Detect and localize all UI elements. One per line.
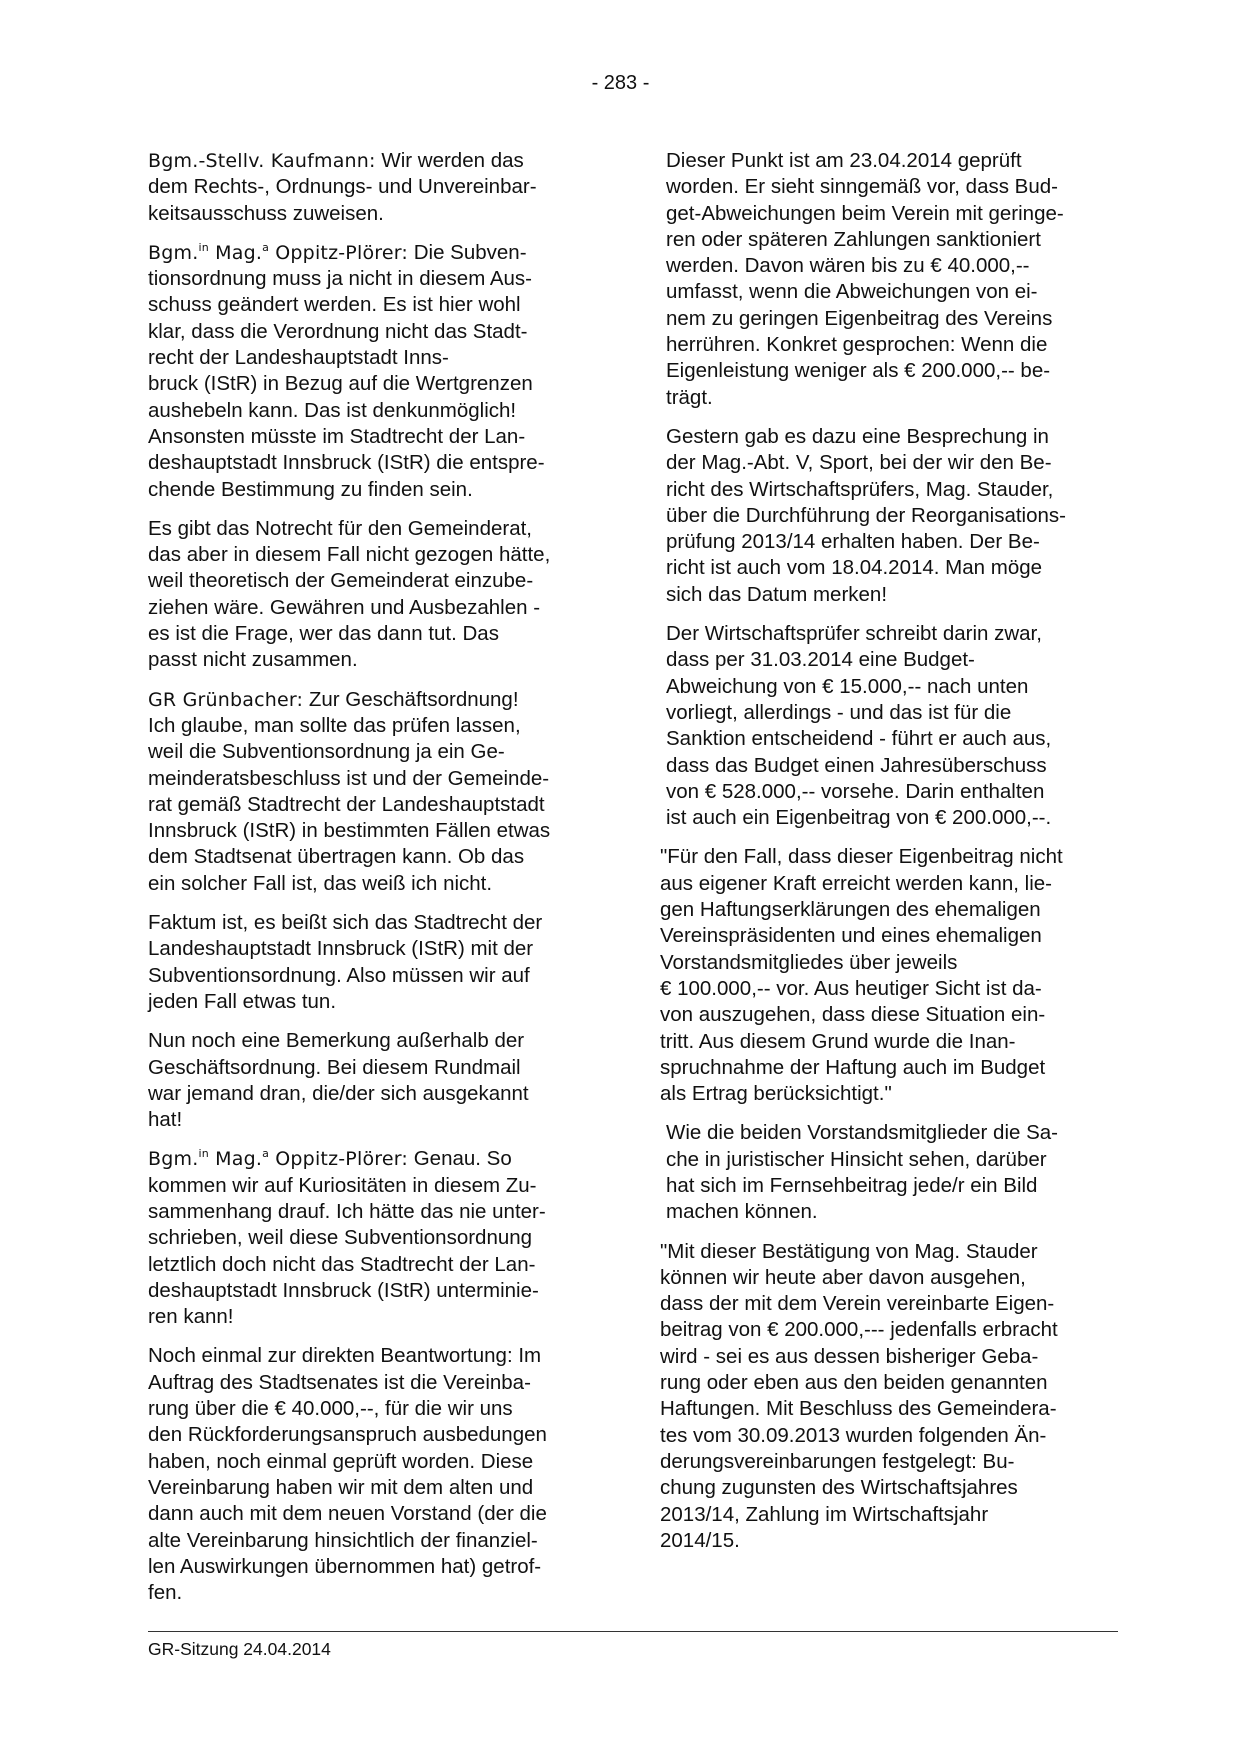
speaker-title: Bgm. — [148, 1148, 199, 1171]
speaker-name: GR Grünbacher: — [148, 688, 304, 711]
superscript-in: in — [198, 240, 209, 254]
speaker-degree: Mag. — [208, 1148, 263, 1171]
speaker-name — [148, 1148, 408, 1170]
quote-paragraph-1: "Für den Fall, dass dieser Eigenbeitrag nicht aus eigener Kraft erreicht werden kann, lie- gen Haftungserklärungen des ehemaligen Vereinspräsidenten und eines ehemaligen Vorstandsmitgliedes über jeweils € 100.000,-- vor. Aus heutiger Sicht ist da- von auszugehen, dass diese Situation ein- tritt. Aus diesem Grund wurde die Inan- spruchnahme der Haftung auch im Budget als Ertrag berücksichtigt." — [660, 845, 1063, 1106]
paragraph-4 — [148, 687, 604, 897]
page-number: - 283 - — [591, 72, 650, 94]
quote-paragraph-2: "Mit dieser Bestätigung von Mag. Stauder können wir heute aber davon ausgehen, dass der mit dem Verein vereinbarte Eigen- beitrag von € 200.000,--- jedenfalls erbracht wird - sei es aus dessen bisheriger Geba- rung oder eben aus den beiden genannten Haftungen. Mit Beschluss des Gemeindera- tes vom 30.09.2013 wurden folgenden Än- derungsvereinbarungen festgelegt: Bu- chung zugunsten des Wirtschaftsjahres 2013/14, Zahlung im Wirtschaftsjahr 2014/15. — [660, 1239, 1058, 1552]
paragraph-8: Noch einmal zur direkten Beantwortung: Im Auftrag des Stadtsenates ist die Vereinba- rung über die € 40.000,--, für die wir uns den Rückforderungsanspruch ausbedungen haben, noch einmal geprüft worden. Diese Vereinbarung haben wir mit dem alten und dann auch mit dem neuen Vorstand (der die alte Vereinbarung hinsichtlich der finanziel- len Auswirkungen übernommen hat) getrof- fen. — [148, 1344, 547, 1605]
paragraph-text: Wir werden das dem Rechts-, Ordnungs- und Unvereinbar- keitsausschuss zuweisen. — [148, 149, 537, 225]
paragraph-2 — [148, 240, 604, 503]
paragraph-11: Der Wirtschaftsprüfer schreibt darin zwar, dass per 31.03.2014 eine Budget- Abweichung von € 15.000,-- nach unten vorliegt, allerdings - und das ist für die Sanktion entscheidend - führt er auch aus, dass das Budget einen Jahresüberschuss von € 528.000,-- vorsehe. Darin enthalten ist auch ein Eigenbeitrag von € 200.000,--. — [666, 622, 1052, 830]
superscript-a: a — [262, 240, 270, 254]
paragraph-text: Zur Geschäftsordnung! Ich glaube, man sollte das prüfen lassen, weil die Subventionsordnung ja ein Ge- meinderatsbeschluss ist und der Gemeinde- rat gemäß Stadtrecht der Landeshauptstadt Innsbruck (IStR) in bestimmten Fällen etwas dem Stadtsenat übertragen kann. Ob das ein solcher Fall ist, das weiß ich nicht. — [148, 687, 551, 895]
speaker-name — [148, 242, 408, 264]
paragraph-text: Genau. So kommen wir auf Kuriositäten in diesem Zu- sammenhang drauf. Ich hätte das nie unter- schrieben, weil diese Subventionsordnung letztlich doch nicht das Stadtrecht der Lan- deshauptstadt Innsbruck (IStR) unterminie- ren kann! — [148, 1147, 546, 1329]
paragraph-5: Faktum ist, es beißt sich das Stadtrecht der Landeshauptstadt Innsbruck (IStR) mit der Subventionsordnung. Also müssen wir auf jeden Fall etwas tun. — [148, 911, 543, 1013]
paragraph-7 — [148, 1146, 604, 1330]
paragraph-6: Nun noch eine Bemerkung außerhalb der Geschäftsordnung. Bei diesem Rundmail war jemand dran, die/der sich ausgekannt hat! — [148, 1029, 529, 1132]
speaker-surname: Oppitz-Plörer: — [269, 1148, 409, 1171]
left-column — [148, 148, 604, 1619]
superscript-a: a — [262, 1147, 270, 1161]
right-column — [660, 148, 1132, 1567]
paragraph-1 — [148, 148, 604, 227]
paragraph-10: Gestern gab es dazu eine Besprechung in der Mag.-Abt. V, Sport, bei der wir den Be- richt des Wirtschaftsprüfers, Mag. Stauder, über die Durchführung der Reorganisations- prüfung 2013/14 erhalten haben. Der Be- richt ist auch vom 18.04.2014. Man möge sich das Datum merken! — [666, 424, 1066, 606]
footer-session-date: GR-Sitzung 24.04.2014 — [148, 1639, 331, 1659]
paragraph-3: Es gibt das Notrecht für den Gemeinderat, das aber in diesem Fall nicht gezogen hätte, weil theoretisch der Gemeinderat einzube- ziehen wäre. Gewähren und Ausbezahlen - es ist die Frage, wer das dann tut. Das passt nicht zusammen. — [148, 516, 551, 672]
speaker-title: Bgm. — [148, 241, 199, 264]
speaker-degree: Mag. — [208, 241, 263, 264]
paragraph-text: Die Subven- tionsordnung muss ja nicht in diesem Aus- schuss geändert werden. Es ist hier wohl klar, dass die Verordnung nicht das Stadt- recht der Landeshauptstadt Inns- bruck (IStR) in Bezug auf die Wertgrenzen aushebeln kann. Das ist denkunmöglich! Ansonsten müsste im Stadtrecht der Lan- deshauptstadt Innsbruck (IStR) die entspre- chende Bestimmung zu finden sein. — [148, 240, 545, 501]
paragraph-9: Dieser Punkt ist am 23.04.2014 geprüft worden. Er sieht sinngemäß vor, dass Bud- get-Abweichungen beim Verein mit geringe- ren oder späteren Zahlungen sanktioniert werden. Davon wären bis zu € 40.000,-- umfasst, wenn die Abweichungen von ei- nem zu geringen Eigenbeitrag des Vereins herrühren. Konkret gesprochen: Wenn die Eigenleistung weniger als € 200.000,-- be- trägt. — [666, 149, 1064, 409]
speaker-surname: Oppitz-Plörer: — [269, 241, 409, 264]
paragraph-12: Wie die beiden Vorstandsmitglieder die Sa- che in juristischer Hinsicht sehen, darüber hat sich im Fernsehbeitrag jede/r ein Bild machen können. — [666, 1121, 1058, 1224]
superscript-in: in — [198, 1147, 209, 1161]
speaker-name: Bgm.-Stellv. Kaufmann: — [148, 150, 376, 172]
footer-divider — [148, 1631, 1118, 1632]
